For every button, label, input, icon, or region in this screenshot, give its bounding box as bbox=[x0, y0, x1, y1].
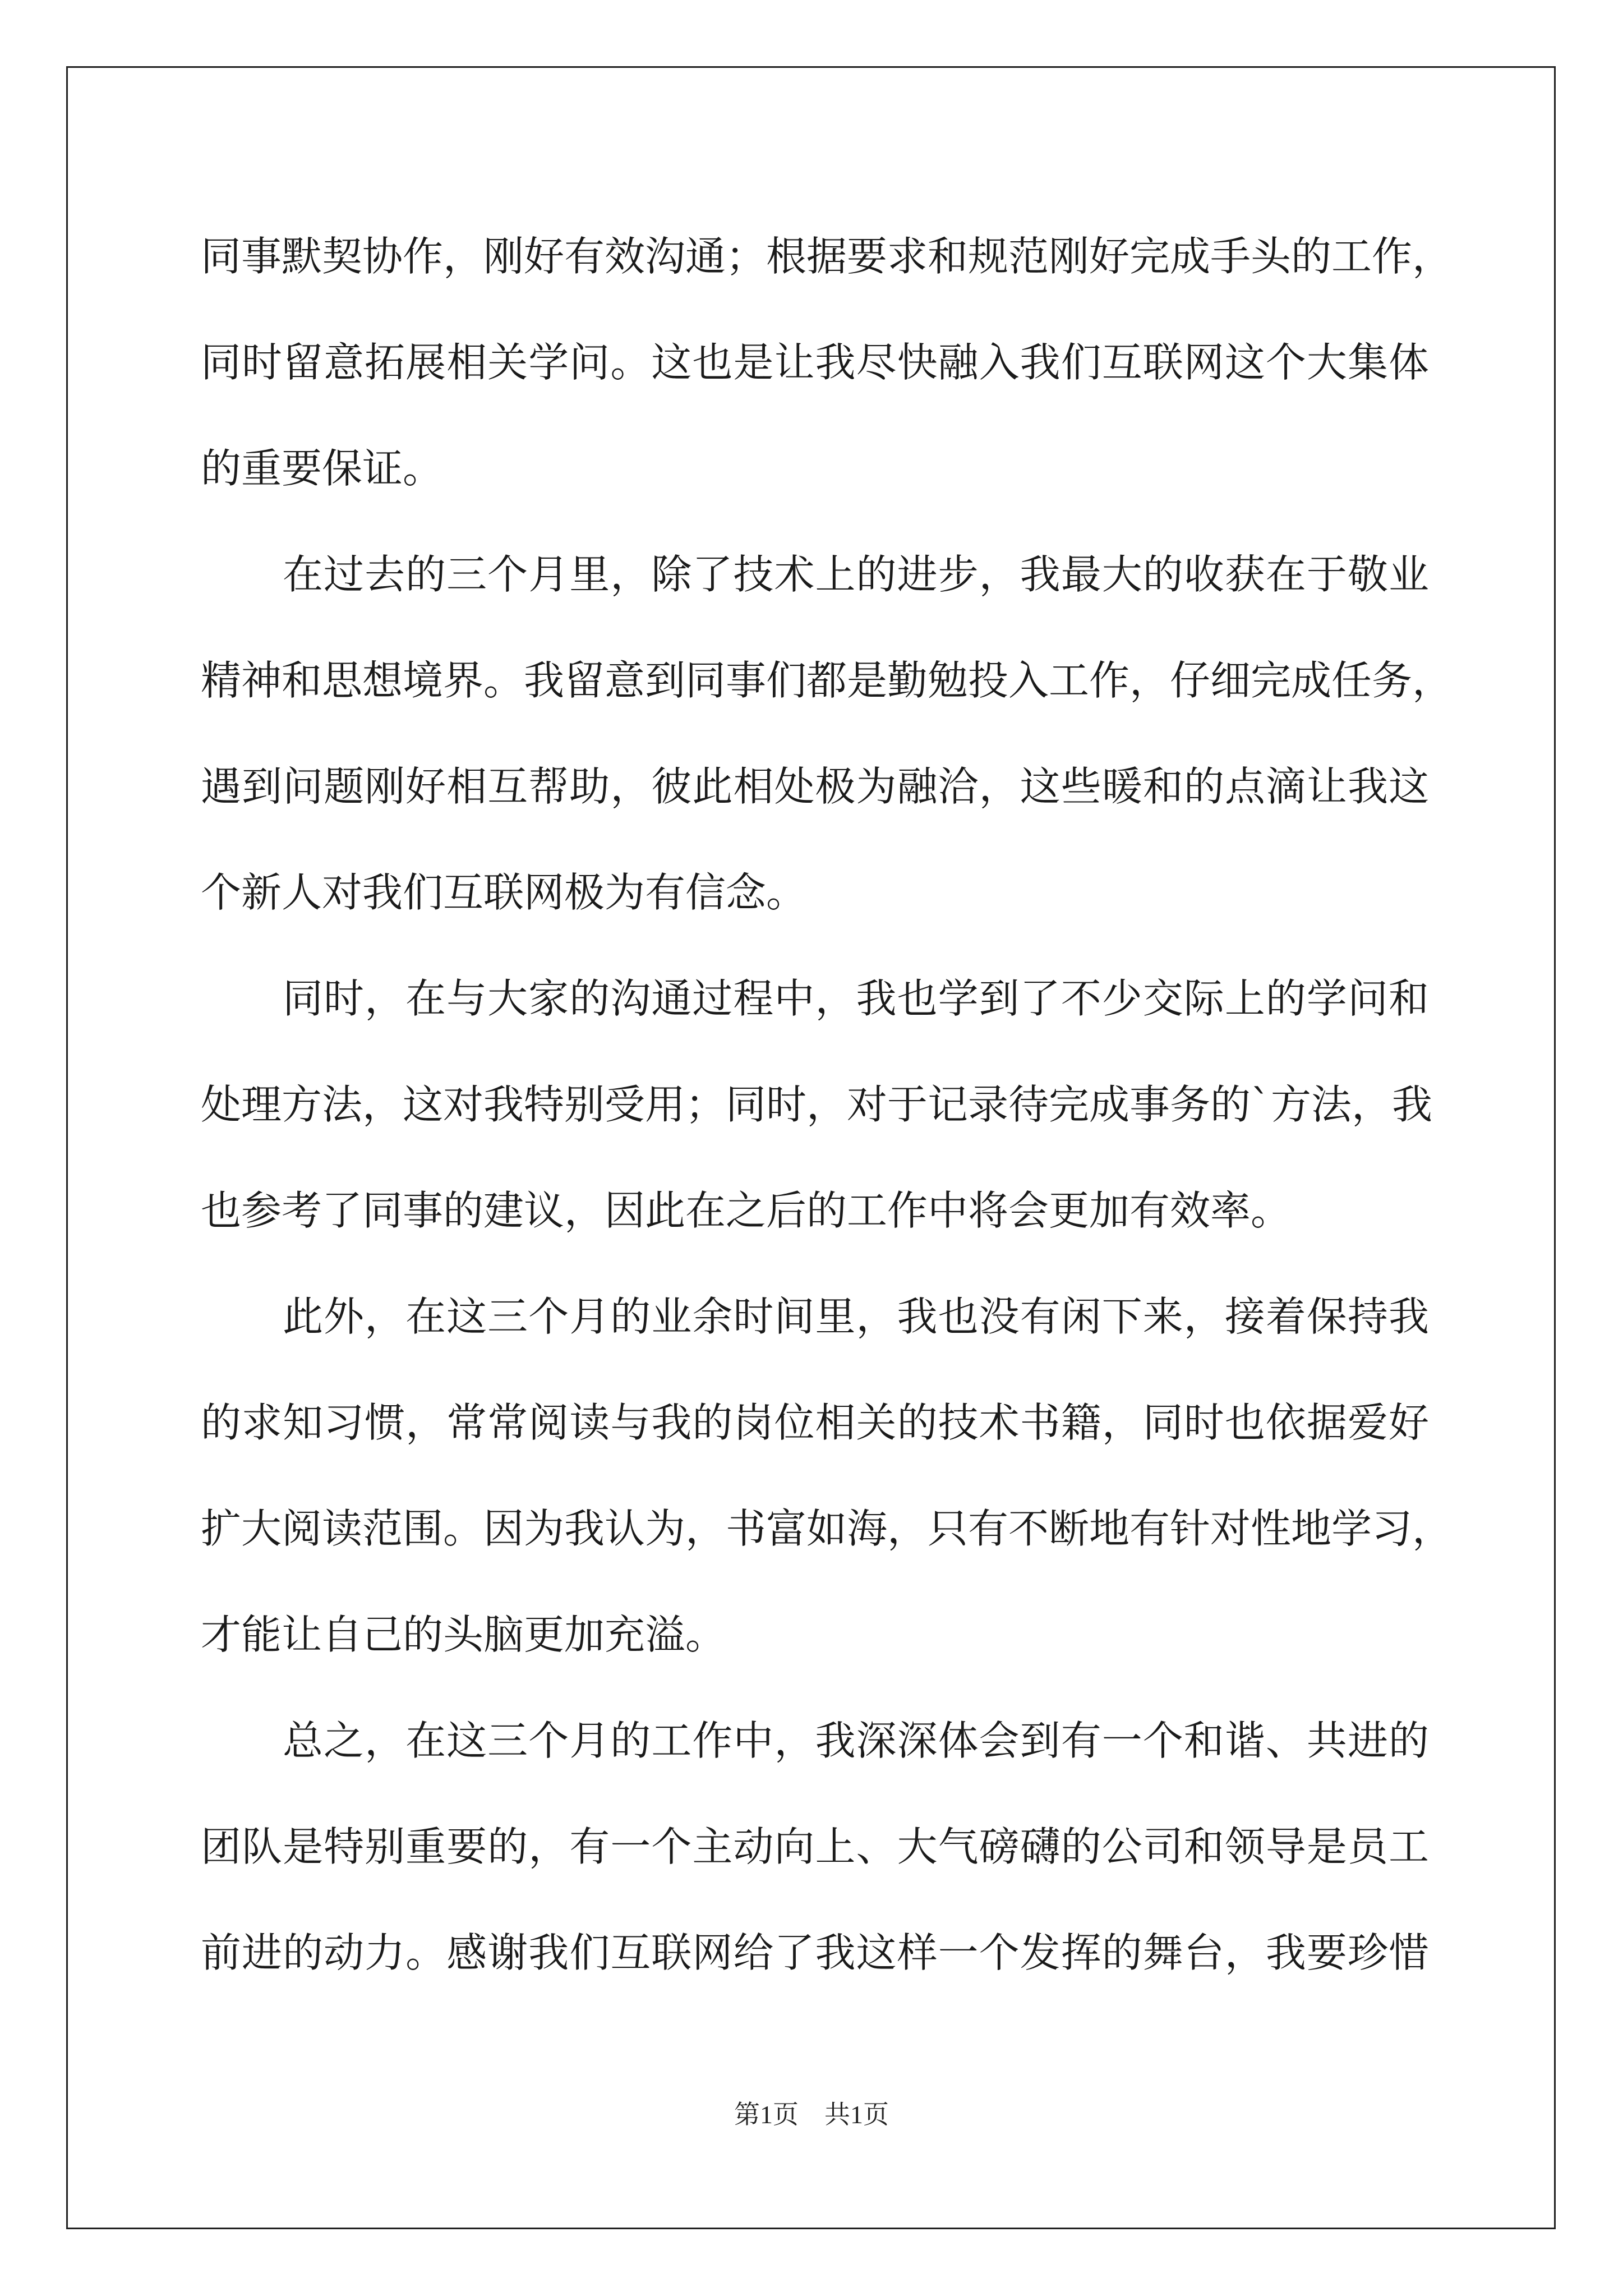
paragraph-line: 个新人对我们互联网极为有信念。 bbox=[201, 869, 807, 916]
paragraph-line: 扩大阅读范围。因为我认为，书富如海，只有不断地有针对性地学习， bbox=[201, 1505, 1453, 1552]
paragraph-line: 精神和思想境界。我留意到同事们都是勤勉投入工作，仔细完成任务， bbox=[201, 657, 1453, 704]
page-number-label: 第1页 共1页 bbox=[734, 2100, 889, 2129]
paragraph-line: 同事默契协作，刚好有效沟通；根据要求和规范刚好完成手头的工作， bbox=[201, 233, 1453, 280]
paragraph-line: 此外，在这三个月的业余时间里，我也没有闲下来，接着保持我 bbox=[283, 1293, 1429, 1340]
paragraph-line: 同时，在与大家的沟通过程中，我也学到了不少交际上的学问和 bbox=[283, 975, 1429, 1022]
paragraph-line: 处理方法，这对我特别受用；同时，对于记录待完成事务的`方法，我 bbox=[201, 1081, 1433, 1128]
paragraph-line: 前进的动力。感谢我们互联网给了我这样一个发挥的舞台，我要珍惜 bbox=[201, 1929, 1429, 1976]
paragraph-line: 也参考了同事的建议，因此在之后的工作中将会更加有效率。 bbox=[201, 1187, 1292, 1234]
page-footer bbox=[0, 2098, 1623, 2132]
document-body bbox=[201, 218, 1453, 2020]
paragraph-line: 团队是特别重要的，有一个主动向上、大气磅礴的公司和领导是员工 bbox=[201, 1823, 1429, 1870]
paragraph-line: 的求知习惯，常常阅读与我的岗位相关的技术书籍，同时也依据爱好 bbox=[201, 1399, 1429, 1446]
paragraph-line: 遇到问题刚好相互帮助，彼此相处极为融洽，这些暖和的点滴让我这 bbox=[201, 763, 1429, 810]
paragraph-line: 总之，在这三个月的工作中，我深深体会到有一个和谐、共进的 bbox=[283, 1717, 1429, 1764]
paragraph-line: 的重要保证。 bbox=[201, 445, 444, 492]
paragraph-line: 同时留意拓展相关学问。这也是让我尽快融入我们互联网这个大集体 bbox=[201, 339, 1429, 386]
paragraph-line: 才能让自己的头脑更加充溢。 bbox=[201, 1611, 726, 1658]
paragraph-line: 在过去的三个月里，除了技术上的进步，我最大的收获在于敬业 bbox=[283, 551, 1429, 598]
